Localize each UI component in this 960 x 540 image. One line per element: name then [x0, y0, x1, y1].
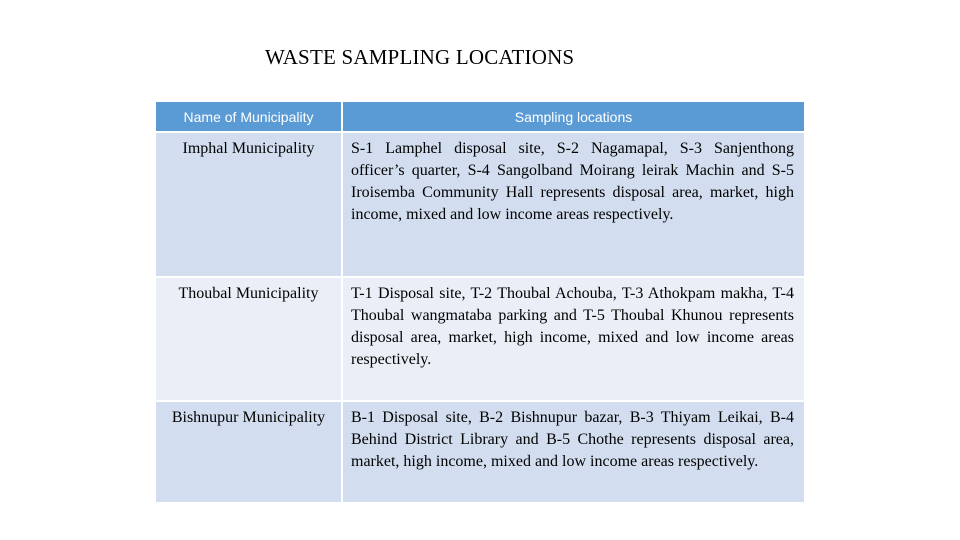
sampling-locations-table — [156, 102, 804, 504]
locations-cell: T-1 Disposal site, T-2 Thoubal Achouba, T-3 Athokpam makha, T-4 Thoubal wangmataba parking and T-5 Thoubal Khunou represents disposal area, market, high income, mixed and low income areas respectively. — [342, 277, 804, 401]
table-header-row — [156, 102, 804, 132]
locations-cell: S-1 Lamphel disposal site, S-2 Nagamapal, S-3 Sanjenthong officer’s quarter, S-4 Sangolband Moirang leirak Machin and S-5 Iroisemba Community Hall represents disposal area, market, high income, mixed and low income areas respectively. — [342, 132, 804, 277]
municipality-cell: Bishnupur Municipality — [156, 401, 342, 503]
header-sampling-locations: Sampling locations — [342, 102, 804, 132]
header-municipality: Name of Municipality — [156, 102, 342, 132]
municipality-cell: Thoubal Municipality — [156, 277, 342, 401]
table-row — [156, 132, 804, 277]
locations-cell: B-1 Disposal site, B-2 Bishnupur bazar, B-3 Thiyam Leikai, B-4 Behind District Library and B-5 Chothe represents disposal area, market, high income, mixed and low income areas respectively. — [342, 401, 804, 503]
slide-title: WASTE SAMPLING LOCATIONS — [265, 45, 575, 69]
table-row — [156, 277, 804, 401]
municipality-cell: Imphal Municipality — [156, 132, 342, 277]
table-row — [156, 401, 804, 503]
